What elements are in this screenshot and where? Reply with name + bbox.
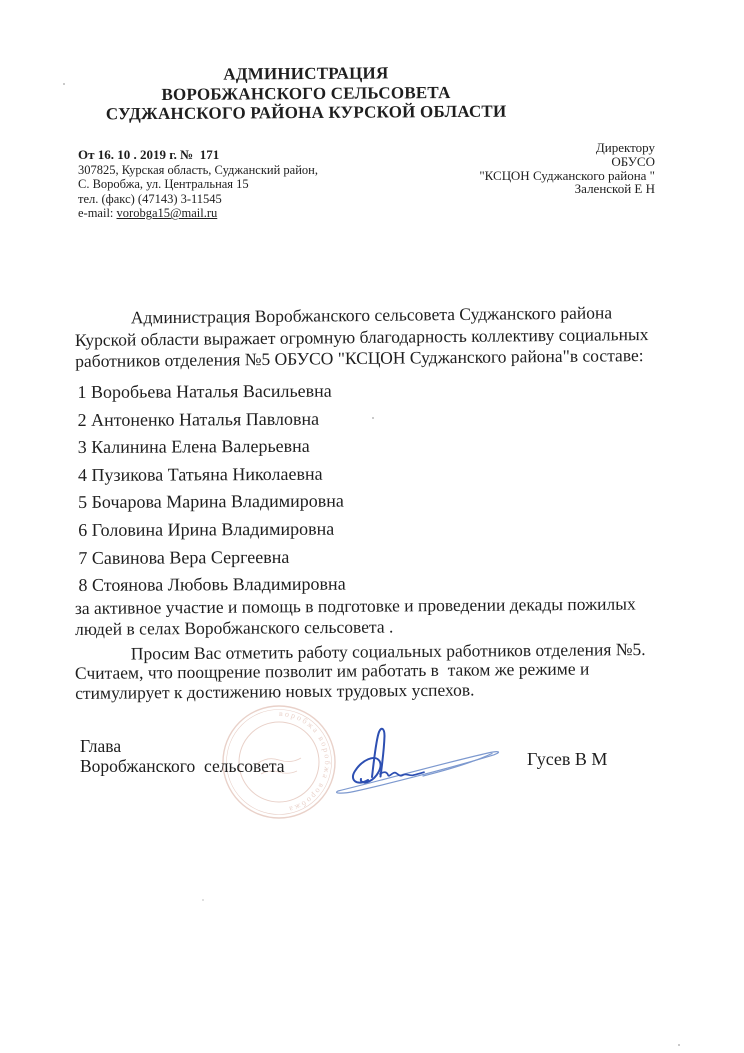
- worker-name: Стоянова Любовь Владимировна: [91, 573, 346, 596]
- signer-position: [80, 737, 285, 776]
- body-line: Просим Вас отметить работу социальных работников отделения №5.: [130, 639, 646, 664]
- body-line: за активное участие и помощь в подготовке и проведении декады пожилых: [74, 593, 636, 619]
- email-address: vorobga15@mail.ru: [116, 206, 218, 221]
- recipient-line: Заленской Е Н: [574, 181, 655, 197]
- worker-name: Пузикова Татьяна Николаевна: [91, 463, 323, 485]
- worker-number: 1: [77, 381, 87, 403]
- scan-speck: [202, 899, 204, 901]
- worker-number: 8: [78, 575, 88, 596]
- workers-list: [77, 378, 345, 600]
- signer-name: Гусев В М: [527, 749, 608, 769]
- worker-row: [78, 460, 345, 489]
- body-line: Считаем, что поощрение позволит им работать в таком же режиме и: [74, 658, 590, 684]
- sender-email-line: [78, 206, 318, 221]
- letterhead-title-line: АДМИНИСТРАЦИЯ: [223, 63, 389, 84]
- letterhead-title-line: СУДЖАНСКОГО РАЙОНА КУРСКОЙ ОБЛАСТИ: [105, 101, 507, 124]
- scan-speck: [372, 417, 374, 419]
- worker-number: 2: [77, 409, 87, 430]
- worker-name: Воробьева Наталья Васильевна: [90, 380, 332, 402]
- body-paragraph-1: [75, 301, 724, 372]
- body-line: людей в селах Воробжанского сельсовета .: [75, 616, 394, 639]
- signer-position-line2: Воробжанского сельсовета: [80, 755, 285, 776]
- worker-number: 6: [78, 519, 88, 540]
- worker-name: Савинова Вера Сергеевна: [91, 546, 290, 568]
- body-line: работников отделения №5 ОБУСО "КСЦОН Суджанского района"в составе:: [75, 345, 644, 371]
- body-line: стимулирует к достижению новых трудовых успехов.: [75, 679, 475, 703]
- recipient-block: [450, 141, 655, 196]
- sender-address-line1: 307825, Курская область, Суджанский район,: [78, 162, 318, 177]
- seal-text: воробжа воробжа воробжа: [278, 708, 333, 815]
- worker-name: Бочарова Марина Владимировна: [91, 490, 344, 513]
- letterhead-title: [78, 62, 534, 124]
- scan-speck: [63, 83, 65, 85]
- body-line: Курской области выражает огромную благодарность коллективу социальных: [74, 323, 649, 350]
- worker-number: 3: [77, 437, 87, 458]
- signer-position-line1: Глава: [80, 736, 122, 756]
- worker-row: [78, 543, 345, 572]
- worker-number: 5: [78, 492, 88, 513]
- worker-name: Головина Ирина Владимировна: [91, 518, 335, 540]
- sender-info-block: [78, 148, 318, 221]
- worker-name: Антоненко Наталья Павловна: [91, 408, 320, 430]
- worker-row: [77, 378, 344, 407]
- body-paragraph-2: [75, 593, 723, 640]
- worker-row: [78, 516, 345, 545]
- handwritten-signature: [328, 688, 513, 800]
- body-line: Администрация Воробжанского сельсовета Суджанского района: [130, 302, 613, 328]
- letterhead-title-line: ВОРОБЖАНСКОГО СЕЛЬСОВЕТА: [161, 82, 451, 104]
- sender-address-line2: С. Воробжа, ул. Центральная 15: [78, 177, 249, 192]
- worker-number: 7: [78, 547, 88, 568]
- recipient-line: ОБУСО: [611, 153, 655, 169]
- worker-row: [78, 488, 345, 517]
- worker-name: Калинина Елена Валерьевна: [91, 435, 310, 458]
- email-label: e-mail:: [78, 206, 117, 221]
- ref-number-line: От 16. 10 . 2019 г. № 171: [78, 147, 220, 162]
- sender-phone-line: тел. (факс) (47143) 3-11545: [78, 191, 222, 206]
- worker-row: [78, 405, 345, 434]
- recipient-line: Директору: [595, 140, 655, 155]
- worker-number: 4: [77, 464, 87, 485]
- recipient-line: "КСЦОН Суджанского района ": [479, 167, 655, 183]
- scan-speck: [678, 1044, 680, 1046]
- worker-row: [78, 433, 345, 462]
